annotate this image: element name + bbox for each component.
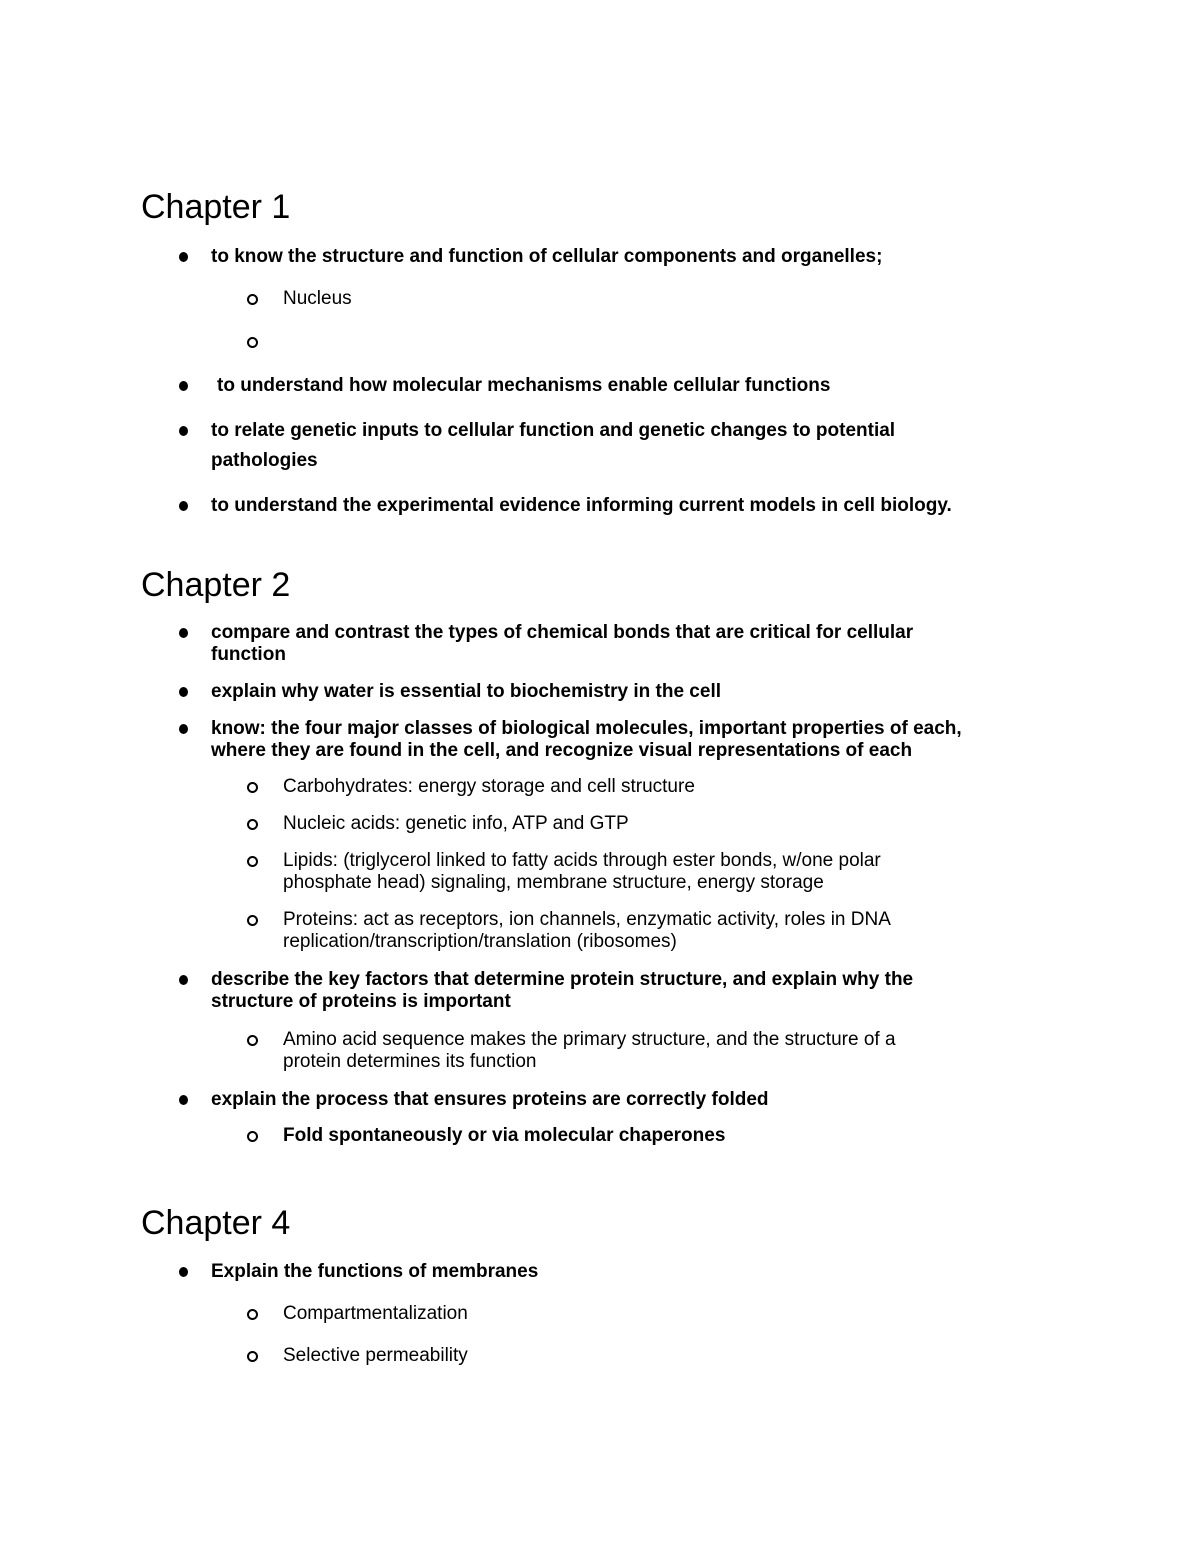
list-item <box>211 622 913 666</box>
list-item <box>211 681 721 703</box>
bullet-dot-icon <box>179 252 188 262</box>
bullet-dot-icon <box>179 975 188 985</box>
list-item-text: to understand the experimental evidence informing current models in cell biology. <box>211 495 952 516</box>
sub-list-item-text-line-1: Lipids: (triglycerol linked to fatty acids through ester bonds, w/one polar <box>283 850 881 871</box>
sub-list-item <box>283 776 695 798</box>
sub-list-item-text: Selective permeability <box>283 1345 468 1366</box>
bullet-dot-icon <box>179 687 188 697</box>
sub-list-item-text: Carbohydrates: energy storage and cell structure <box>283 776 695 797</box>
sub-list-item-text: Nucleic acids: genetic info, ATP and GTP <box>283 813 629 834</box>
sub-list-item-text-line-1: Proteins: act as receptors, ion channels, enzymatic activity, roles in DNA <box>283 909 891 930</box>
bullet-dot-icon <box>179 724 188 734</box>
bullet-circle-icon <box>247 856 258 867</box>
sub-list-item <box>283 1345 468 1367</box>
list-item-text-line-1: describe the key factors that determine protein structure, and explain why the <box>211 969 914 990</box>
sub-list-item-text: Nucleus <box>283 288 352 309</box>
bullet-circle-icon <box>247 782 258 793</box>
chapter-2-heading: Chapter 2 <box>141 566 291 604</box>
chapter-4-heading: Chapter 4 <box>141 1204 291 1242</box>
sub-list-item <box>283 1125 725 1147</box>
bullet-circle-icon <box>247 294 258 305</box>
sub-list-item-text-line-2: replication/transcription/translation (ribosomes) <box>283 931 677 952</box>
list-item <box>211 416 895 476</box>
bullet-circle-icon <box>247 337 258 348</box>
sub-list-item <box>283 1303 468 1325</box>
bullet-dot-icon <box>179 426 188 436</box>
sub-list-item-text-line-1: Amino acid sequence makes the primary structure, and the structure of a <box>283 1029 896 1050</box>
bullet-dot-icon <box>179 628 188 638</box>
list-item-text: explain why water is essential to biochemistry in the cell <box>211 681 722 702</box>
sub-list-item <box>283 1029 896 1073</box>
sub-list-item <box>283 909 891 953</box>
bullet-dot-icon <box>179 1267 188 1277</box>
list-item <box>211 375 830 397</box>
sub-list-item-text: Fold spontaneously or via molecular chaperones <box>283 1125 726 1146</box>
list-item-text: to know the structure and function of cellular components and organelles; <box>211 246 883 267</box>
list-item-text-line-1: compare and contrast the types of chemical bonds that are critical for cellular <box>211 622 914 643</box>
list-item-text-line-2: function <box>211 644 286 665</box>
list-item <box>211 1089 769 1111</box>
list-item-text-line-1: to relate genetic inputs to cellular function and genetic changes to potential <box>211 420 896 441</box>
list-item-text-line-2: where they are found in the cell, and recognize visual representations of each <box>211 740 913 761</box>
sub-list-item <box>283 850 881 894</box>
bullet-circle-icon <box>247 1351 258 1362</box>
list-item-text-line-1: know: the four major classes of biological molecules, important properties of each, <box>211 718 962 739</box>
list-item <box>211 495 952 517</box>
sub-list-item-text: Compartmentalization <box>283 1303 468 1324</box>
sub-list-item-text-line-2: protein determines its function <box>283 1051 537 1072</box>
list-item-text: explain the process that ensures proteins are correctly folded <box>211 1089 769 1110</box>
sub-list-item-text-line-2: phosphate head) signaling, membrane structure, energy storage <box>283 872 824 893</box>
list-item <box>211 718 962 762</box>
list-item-text: to understand how molecular mechanisms enable cellular functions <box>217 375 831 396</box>
list-item <box>211 1261 538 1283</box>
list-item <box>211 969 913 1013</box>
bullet-circle-icon <box>247 915 258 926</box>
sub-list-item <box>283 813 629 835</box>
sub-list-item <box>283 288 352 310</box>
bullet-circle-icon <box>247 819 258 830</box>
bullet-circle-icon <box>247 1035 258 1046</box>
bullet-dot-icon <box>179 381 188 391</box>
list-item-text-line-2: structure of proteins is important <box>211 991 511 1012</box>
bullet-circle-icon <box>247 1131 258 1142</box>
list-item <box>211 246 882 268</box>
bullet-dot-icon <box>179 1095 188 1105</box>
list-item-text-line-2: pathologies <box>211 450 318 471</box>
list-item-text: Explain the functions of membranes <box>211 1261 539 1282</box>
bullet-dot-icon <box>179 501 188 511</box>
chapter-1-heading: Chapter 1 <box>141 188 291 226</box>
bullet-circle-icon <box>247 1309 258 1320</box>
